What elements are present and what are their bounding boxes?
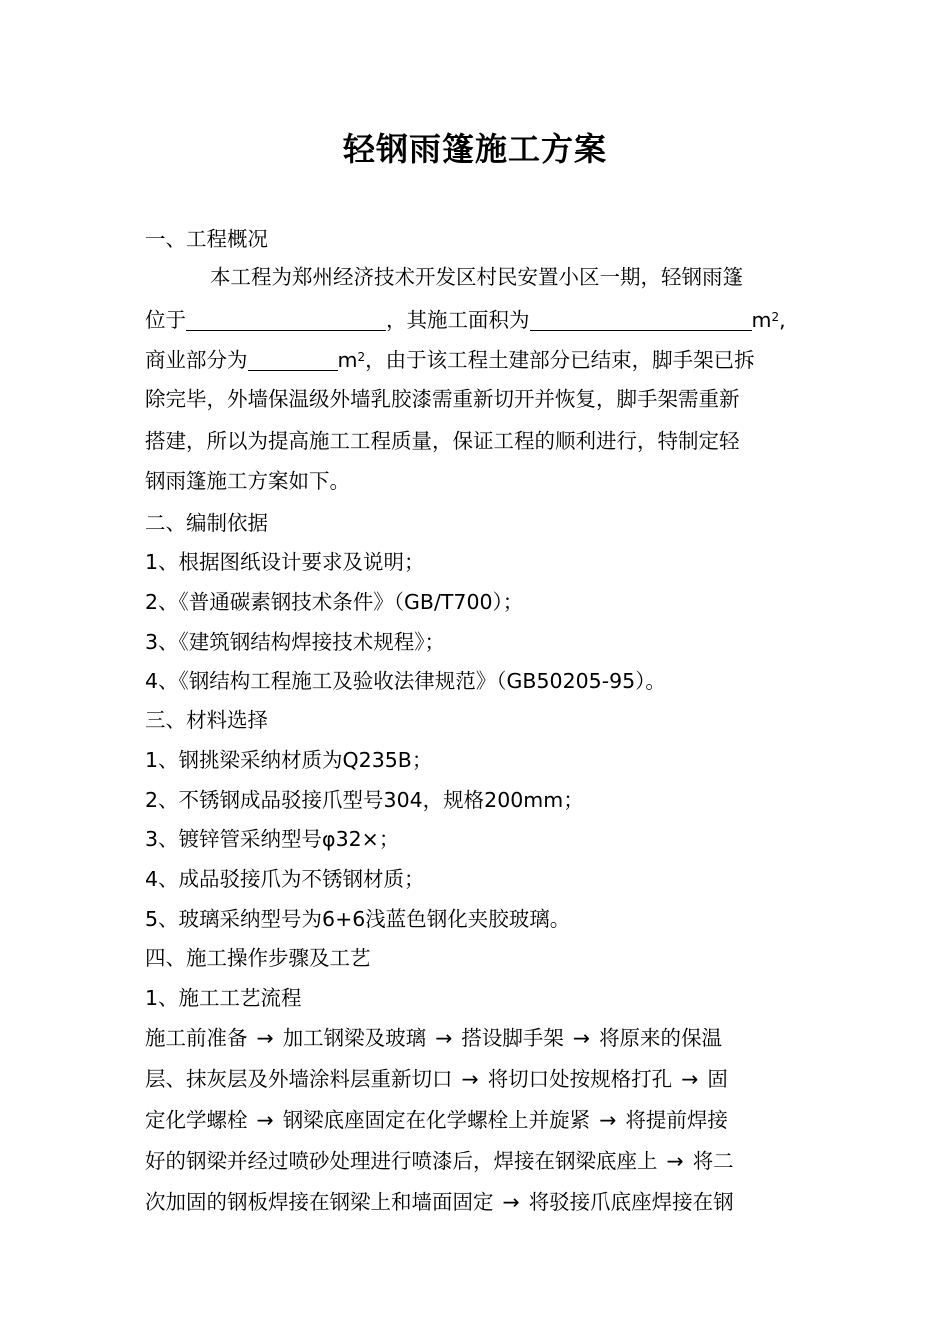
process-step: 钢梁底座固定在化学螺栓上并旋紧 xyxy=(282,1108,591,1132)
process-step: 将原来的保温 xyxy=(599,1026,723,1050)
unit-superscript: 2 xyxy=(771,310,780,324)
process-step: 固 xyxy=(707,1067,728,1091)
text-segment: 商业部分为 xyxy=(145,348,248,372)
flow-arrow-icon: → xyxy=(502,1190,520,1214)
section3-item-5: 5、玻璃采纳型号为6+6浅蓝色钢化夹胶玻璃。 xyxy=(145,907,571,931)
flow-arrow-icon: → xyxy=(461,1067,479,1091)
text-segment: 位于 xyxy=(145,308,186,332)
process-step: 将驳接爪底座焊接在钢 xyxy=(528,1190,734,1214)
process-flow-line xyxy=(145,1064,815,1094)
section1-para-line6: 钢雨篷施工方案如下。 xyxy=(145,469,350,493)
section2-item-1: 1、根据图纸设计要求及说明； xyxy=(145,550,425,574)
section3-item-3: 3、镀锌管采纳型号φ32×； xyxy=(145,827,400,851)
process-step: 将提前焊接 xyxy=(625,1108,728,1132)
unit-text: m xyxy=(751,308,772,332)
flow-arrow-icon: → xyxy=(256,1108,274,1132)
section3-item-2: 2、不锈钢成品驳接爪型号304，规格200mm； xyxy=(145,788,584,812)
text-segment: ，其施工面积为 xyxy=(386,308,530,332)
process-step: 好的钢梁并经过喷砂处理进行喷漆后，焊接在钢梁底座上 xyxy=(145,1149,658,1173)
process-step: 次加固的钢板焊接在钢梁上和墙面固定 xyxy=(145,1190,494,1214)
process-flow-line xyxy=(145,1187,815,1217)
unit-superscript: 2 xyxy=(357,350,366,364)
section1-para-line5: 搭建，所以为提高施工工程质量，保证工程的顺利进行，特制定轻 xyxy=(145,429,740,453)
section1-para-line3 xyxy=(145,342,815,375)
process-step: 将二 xyxy=(692,1149,734,1173)
process-step: 加工钢梁及玻璃 xyxy=(282,1026,427,1050)
fill-in-blank-area xyxy=(530,310,752,331)
section1-para-line1: 本工程为郑州经济技术开发区村民安置小区一期，轻钢雨篷 xyxy=(210,265,743,289)
section3-item-4: 4、成品驳接爪为不锈钢材质； xyxy=(145,867,425,891)
process-step: 施工前准备 xyxy=(145,1026,248,1050)
section2-heading: 二、编制依据 xyxy=(145,511,268,535)
text-segment: , xyxy=(779,308,786,332)
document-title: 轻钢雨篷施工方案 xyxy=(342,130,607,168)
section4-subheading: 1、施工工艺流程 xyxy=(145,986,302,1010)
section1-para-line4: 除完毕，外墙保温级外墙乳胶漆需重新切开并恢复，脚手架需重新 xyxy=(145,387,740,411)
flow-arrow-icon: → xyxy=(666,1149,684,1173)
section3-item-1: 1、钢挑梁采纳材质为Q235B； xyxy=(145,748,433,772)
section2-item-4: 4、《钢结构工程施工及验收法律规范》（GB50205-95）。 xyxy=(145,669,666,693)
section2-item-2: 2、《普通碳素钢技术条件》（GB/T700）； xyxy=(145,590,524,614)
unit-text: m xyxy=(337,348,358,372)
section2-item-3: 3、《建筑钢结构焊接技术规程》； xyxy=(145,630,446,654)
process-flow-line xyxy=(145,1105,815,1135)
section3-heading: 三、材料选择 xyxy=(145,708,268,732)
process-step: 层、抹灰层及外墙涂料层重新切口 xyxy=(145,1067,453,1091)
fill-in-blank-commercial-area xyxy=(248,350,338,371)
flow-arrow-icon: → xyxy=(256,1026,274,1050)
flow-arrow-icon: → xyxy=(599,1108,617,1132)
flow-arrow-icon: → xyxy=(681,1067,699,1091)
process-flow-line xyxy=(145,1023,815,1053)
section1-heading: 一、工程概况 xyxy=(145,227,268,251)
text-segment: ，由于该工程土建部分已结束，脚手架已拆 xyxy=(365,348,755,372)
flow-arrow-icon: → xyxy=(435,1026,453,1050)
process-flow-line xyxy=(145,1146,815,1176)
fill-in-blank-location xyxy=(186,310,386,331)
flow-arrow-icon: → xyxy=(572,1026,591,1050)
process-step: 搭设脚手架 xyxy=(461,1026,564,1050)
section4-heading: 四、施工操作步骤及工艺 xyxy=(145,946,371,970)
section1-para-line2 xyxy=(145,302,815,335)
process-step: 定化学螺栓 xyxy=(145,1108,248,1132)
process-step: 将切口处按规格打孔 xyxy=(487,1067,673,1091)
